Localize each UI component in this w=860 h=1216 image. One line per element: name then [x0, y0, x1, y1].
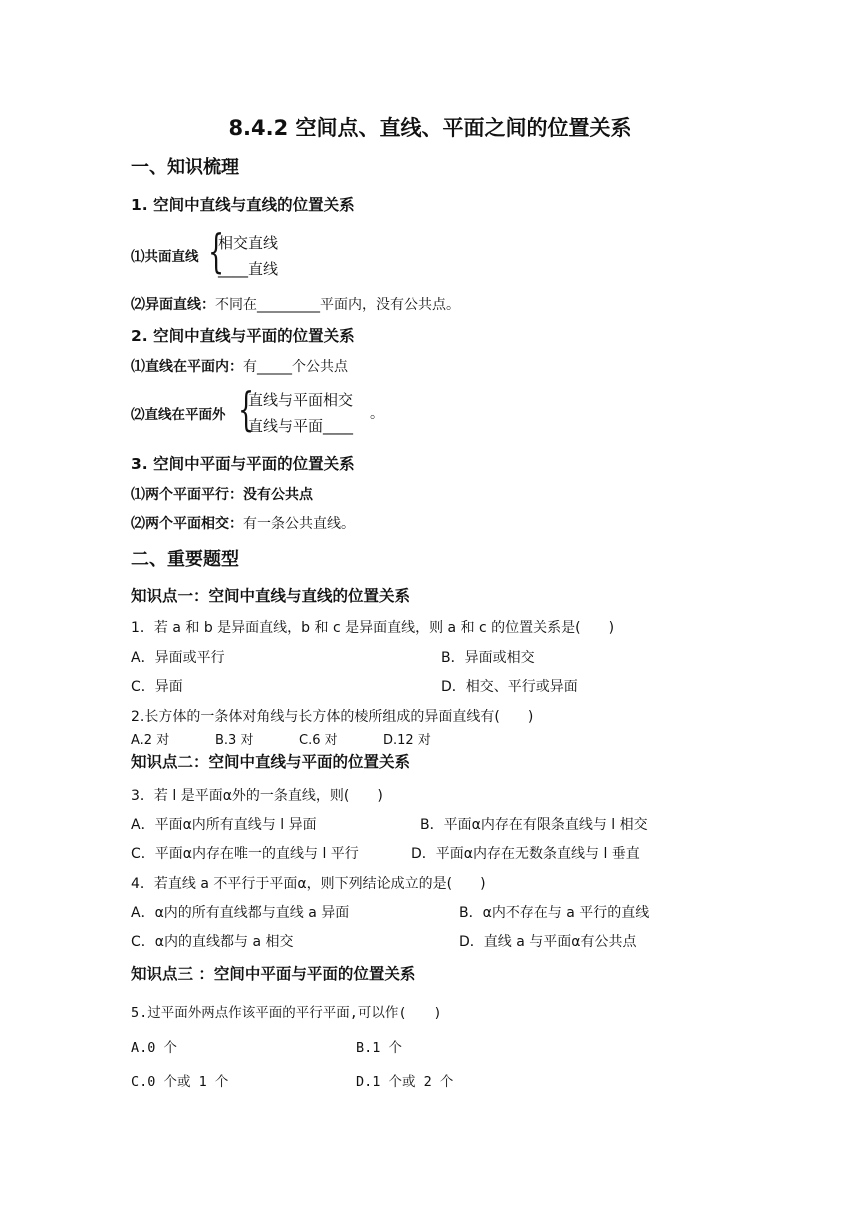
coplanar-lines-label: ⑴共面直线 — [131, 249, 199, 265]
section-heading-problems: 二、重要题型 — [131, 549, 239, 570]
knowledge-point-1: 知识点一：空间中直线与直线的位置关系 — [131, 587, 411, 605]
page-title: 8.4.2 空间点、直线、平面之间的位置关系 — [228, 116, 632, 140]
question-4-option-b: B．α内不存在与 a 平行的直线 — [459, 905, 650, 921]
question-1-option-c: C．异面 — [131, 679, 183, 695]
skew-lines-text: 不同在_________平面内，没有公共点。 — [215, 297, 460, 313]
question-2-option-b: B.3 对 — [215, 733, 254, 748]
question-1-option-a: A．异面或平行 — [131, 650, 225, 666]
question-2-option-d: D.12 对 — [383, 733, 431, 748]
subheading-line-line: 1. 空间中直线与直线的位置关系 — [131, 196, 355, 214]
question-5-option-c: C.0 个或 1 个 — [131, 1074, 229, 1090]
question-5-stem: 5.过平面外两点作该平面的平行平面,可以作( ) — [131, 1005, 442, 1021]
outside-end-mark: 。 — [370, 406, 384, 422]
skew-lines-item — [131, 294, 460, 314]
question-5-option-a: A.0 个 — [131, 1040, 178, 1056]
question-5-option-b: B.1 个 — [356, 1040, 403, 1056]
question-5-option-d: D.1 个或 2 个 — [356, 1074, 454, 1090]
section-heading-knowledge: 一、知识梳理 — [131, 157, 239, 178]
brace-icon: { — [238, 382, 255, 436]
parallel-planes-label: ⑴两个平面平行：没有公共点 — [131, 487, 313, 503]
line-in-plane-text: 有_____个公共点 — [243, 359, 348, 375]
question-2-option-c: C.6 对 — [299, 733, 338, 748]
intersecting-planes-item — [131, 513, 355, 533]
knowledge-point-3: 知识点三 ：空间中平面与平面的位置关系 — [131, 965, 416, 983]
question-3-option-b: B．平面α内存在有限条直线与 l 相交 — [420, 817, 648, 833]
question-4-option-d: D．直线 a 与平面α有公共点 — [459, 934, 637, 950]
outside-option-intersect: 直线与平面相交 — [248, 391, 354, 409]
line-outside-plane-label: ⑵直线在平面外 — [131, 407, 226, 423]
subheading-plane-plane: 3. 空间中平面与平面的位置关系 — [131, 455, 355, 473]
brace-icon: { — [208, 224, 225, 278]
coplanar-option-blank: ____直线 — [218, 260, 279, 278]
question-4-option-a: A．α内的所有直线都与直线 a 异面 — [131, 905, 350, 921]
question-4-stem: 4．若直线 a 不平行于平面α，则下列结论成立的是( ) — [131, 876, 486, 892]
question-2-stem: 2.长方体的一条体对角线与长方体的棱所组成的异面直线有( ) — [131, 709, 534, 725]
outside-option-blank: 直线与平面____ — [248, 417, 354, 435]
coplanar-option-intersecting: 相交直线 — [218, 234, 279, 252]
question-2-option-a: A.2 对 — [131, 733, 170, 748]
subheading-line-plane: 2. 空间中直线与平面的位置关系 — [131, 327, 355, 345]
question-3-option-d: D．平面α内存在无数条直线与 l 垂直 — [411, 846, 640, 862]
question-1-stem: 1．若 a 和 b 是异面直线，b 和 c 是异面直线，则 a 和 c 的位置关系是( ) — [131, 620, 615, 636]
question-4-option-c: C．α内的直线都与 a 相交 — [131, 934, 294, 950]
knowledge-point-2: 知识点二：空间中直线与平面的位置关系 — [131, 753, 411, 771]
intersecting-planes-label: ⑵两个平面相交： — [131, 516, 243, 532]
line-in-plane-label: ⑴直线在平面内： — [131, 359, 243, 375]
question-1-option-d: D．相交、平行或异面 — [441, 679, 578, 695]
skew-lines-label: ⑵异面直线： — [131, 297, 215, 313]
question-3-option-c: C．平面α内存在唯一的直线与 l 平行 — [131, 846, 359, 862]
intersecting-planes-text: 有一条公共直线。 — [243, 516, 355, 532]
question-1-option-b: B．异面或相交 — [441, 650, 535, 666]
question-3-stem: 3．若 l 是平面α外的一条直线，则( ) — [131, 788, 383, 804]
line-in-plane-item — [131, 356, 348, 376]
question-3-option-a: A．平面α内所有直线与 l 异面 — [131, 817, 317, 833]
